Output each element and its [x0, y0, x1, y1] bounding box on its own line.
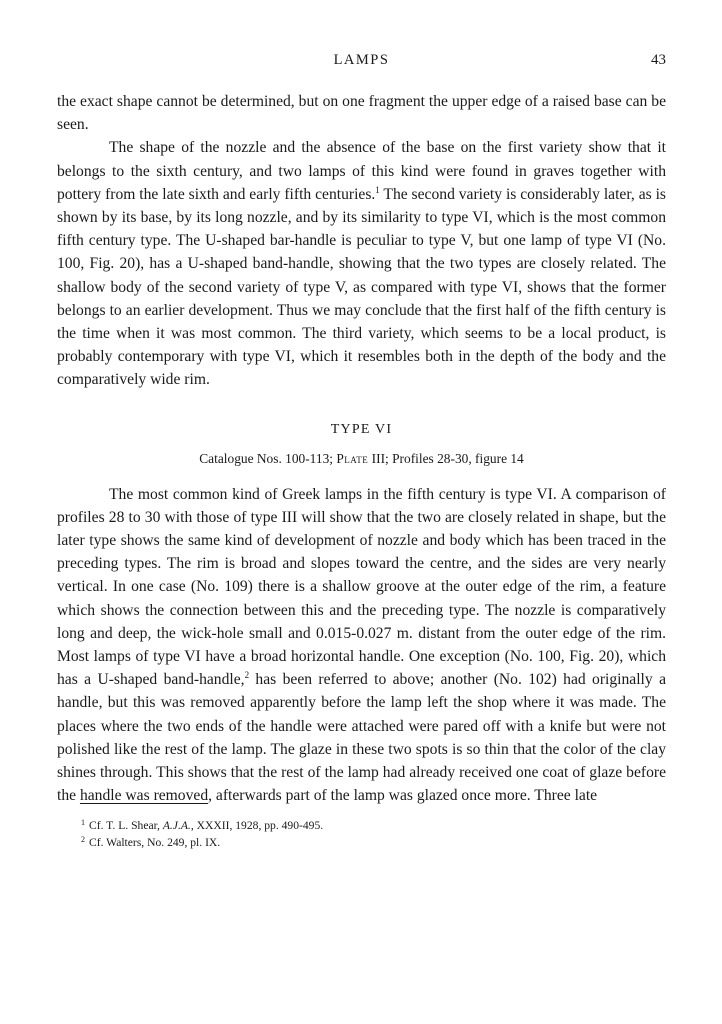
- footnote-text: , XXXII, 1928, pp. 490-495.: [190, 819, 324, 833]
- footnote-mark: 1: [81, 818, 85, 828]
- page: [57, 52, 666, 851]
- page-number: 43: [651, 52, 666, 68]
- paragraph-text: The most common kind of Greek lamps in the fifth century is type VI. A comparison of profiles 28 to 30 with those of type III will show that the two are closely related in shape, but the later type shows the same kind of development of nozzle and body which has been traced in the preceding types. The rim is broad and slopes toward the centre, and the sides are very nearly vertical. In one case (No. 109) there is a shallow groove at the outer edge of the rim, a feature which shows the connection between this and the preceding type. The nozzle is comparatively long and deep, the wick-hole small and 0.015-0.027 m. distant from the outer edge of the rim. Most lamps of type VI have a broad horizontal handle. One exception (No. 100, Fig. 20), which has a U-shaped band-handle,: [57, 485, 666, 689]
- paragraph-text: The shape of the nozzle and the absence of the base on the first variety show that it belongs to the sixth century, and two lamps of this kind were found in graves together with pottery from the late sixth and early fifth centuries.: [57, 139, 666, 203]
- footnote-text: Cf. Walters, No. 249, pl. IX.: [89, 836, 221, 850]
- footnote-1: [81, 817, 666, 834]
- profiles-ref: III; Profiles 28-30, figure 14: [368, 450, 524, 466]
- paragraph-type-vi: [57, 483, 666, 808]
- paragraph-continuation: the exact shape cannot be determined, but on one fragment the upper edge of a raised base can be seen.: [57, 93, 666, 134]
- footnote-ref-2[interactable]: 2: [244, 670, 250, 681]
- chapter-title: LAMPS: [333, 52, 390, 68]
- paragraph-text: The second variety is considerably later, as is shown by its base, by its long nozzle, and by its similarity to type VI, which is the most common fifth century type. The U-shaped bar-handle is peculiar to type V, but one lamp of type VI (No. 100, Fig. 20), has a U-shaped band-handle, showing that the two types are closely related. The shallow body of the second variety of type V, as compared with type VI, shows that the former belongs to an earlier development. Thus we may conclude that the first half of the fifth century is the time when it was most common. The third variety, which seems to be a local product, is probably contemporary with type VI, which it resembles both in the depth of the body and the comparatively wide rim.: [57, 185, 667, 389]
- catalogue-ref: Catalogue Nos. 100-113;: [199, 450, 337, 466]
- paragraph-text: , afterwards part of the lamp was glazed once more. Three late: [208, 787, 598, 805]
- running-head: [57, 52, 666, 78]
- paragraph-text: has been referred to above; another (No. 102) had originally a handle, but this was removed apparently before the lamp left the shop where it was made. The places where the two ends of the handle were attached were pared off with a knife but were not polished like the rest of the lamp. The glaze in these two spots is so thin that the color of the clay shines through. This shows that the rest of the lamp had already received one coat of glaze before the: [57, 671, 666, 805]
- footnote-2: [81, 834, 666, 851]
- underlined-phrase: handle was removed: [79, 787, 209, 805]
- section-subheading: [57, 451, 666, 467]
- footnote-mark: 2: [81, 835, 85, 845]
- plate-label: Plate: [336, 450, 369, 466]
- paragraph-type-v-dating: [57, 136, 666, 391]
- footnote-ref-1[interactable]: 1: [375, 184, 380, 195]
- footnotes: [57, 817, 666, 851]
- journal-title: A.J.A.: [162, 819, 191, 833]
- section-heading: TYPE VI: [330, 421, 393, 437]
- footnote-text: Cf. T. L. Shear,: [89, 819, 163, 833]
